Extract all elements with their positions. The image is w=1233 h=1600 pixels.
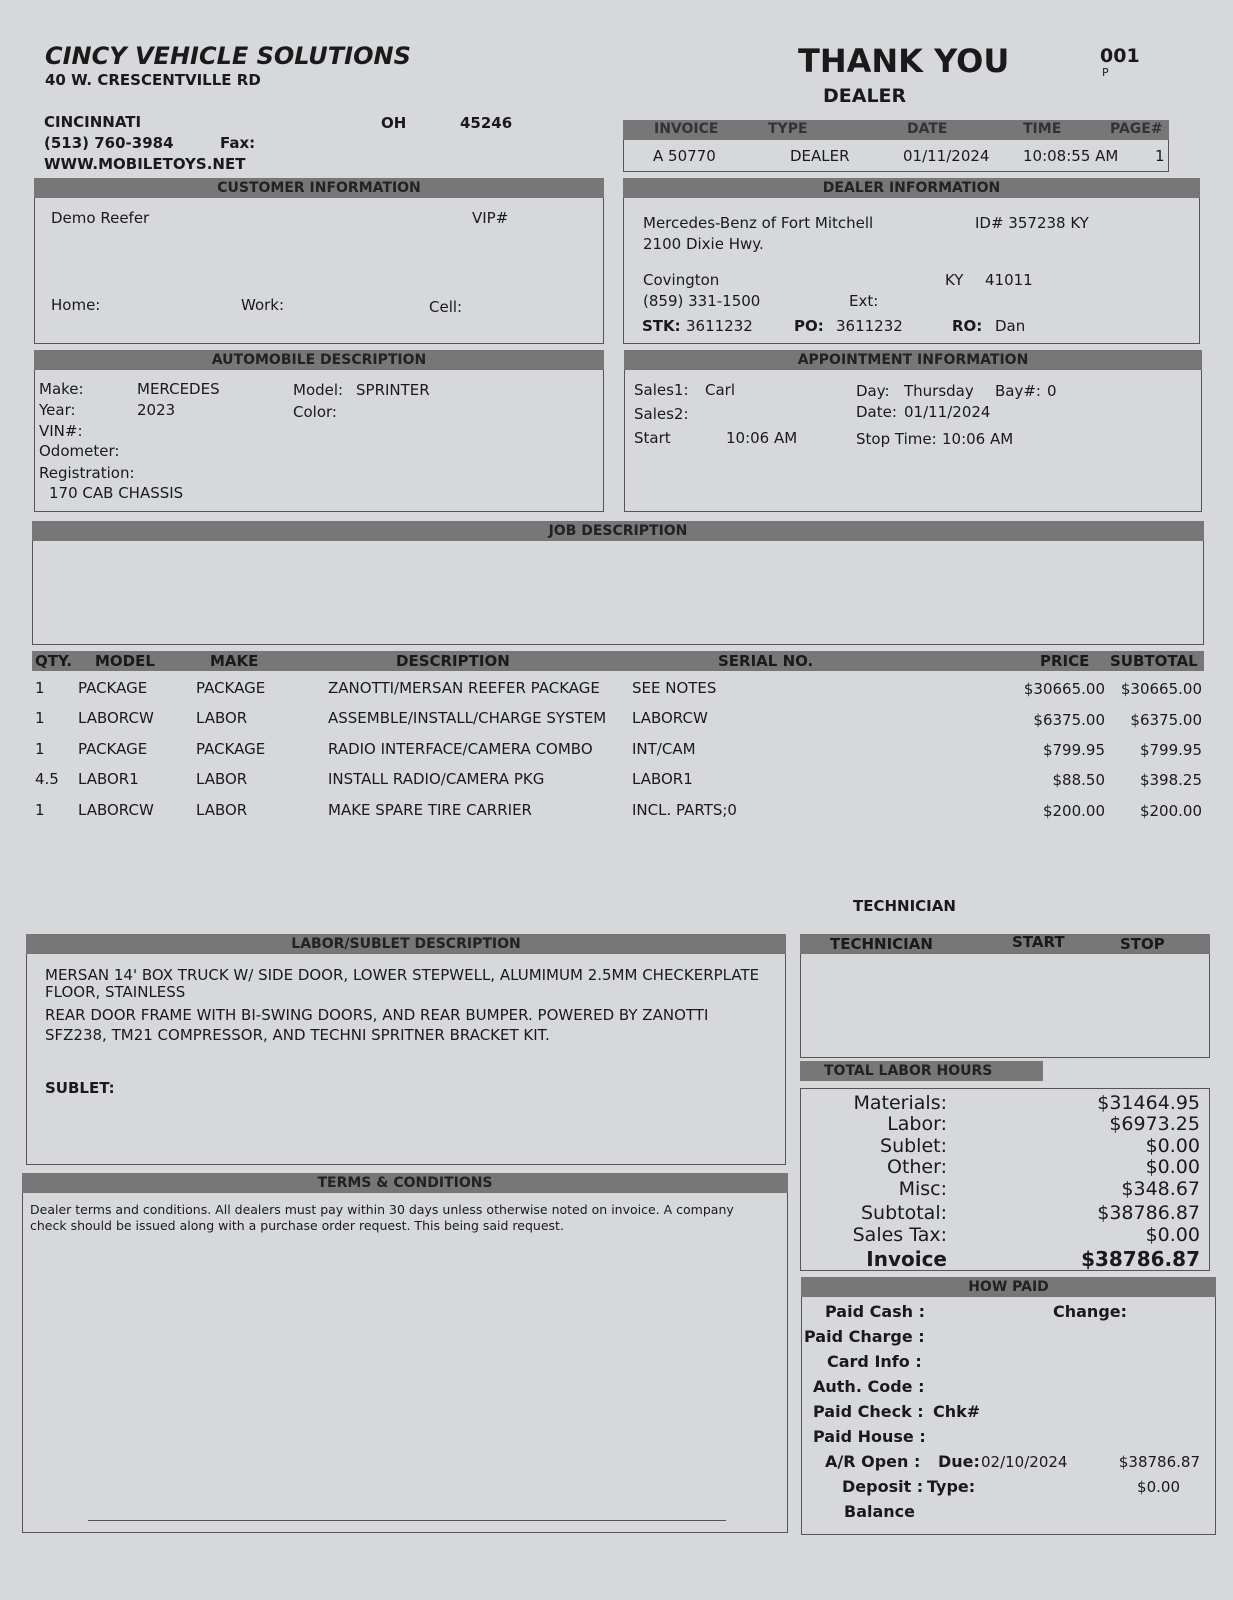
total-misc-label: Misc: (898, 1178, 947, 1200)
items-header-model: MODEL (95, 652, 155, 670)
appt-date: 01/11/2024 (904, 403, 991, 421)
items-header-price: PRICE (1040, 652, 1090, 670)
dealer-ro-label: RO: (952, 317, 983, 335)
header-invoice: INVOICE (654, 121, 719, 137)
appointment-title: APPOINTMENT INFORMATION (624, 350, 1202, 370)
appt-day: Thursday (904, 382, 974, 400)
labor-line-4: SFZ238, TM21 COMPRESSOR, AND TECHNI SPRITNER BRACKET KIT. (45, 1026, 550, 1044)
technician-header-name: TECHNICIAN (830, 935, 933, 953)
item-subtotal: $6375.00 (1130, 711, 1202, 729)
item-qty: 1 (35, 740, 45, 758)
item-price: $799.95 (1042, 741, 1105, 759)
appt-day-label: Day: (856, 382, 890, 400)
paid-cash-label: Paid Cash : (825, 1302, 926, 1321)
company-website: WWW.MOBILETOYS.NET (44, 155, 246, 173)
company-address: 40 W. CRESCENTVILLE RD (45, 71, 261, 89)
dealer-state: KY (945, 271, 964, 289)
dealer-po-label: PO: (794, 317, 824, 335)
total-labor-value: $6973.25 (1109, 1113, 1200, 1135)
due-date: 02/10/2024 (981, 1453, 1068, 1471)
dealer-zip: 41011 (985, 271, 1033, 289)
auto-model-label: Model: (293, 381, 344, 399)
item-description: ASSEMBLE/INSTALL/CHARGE SYSTEM (328, 709, 607, 727)
dealer-stk-label: STK: (642, 317, 681, 335)
dealer-address: 2100 Dixie Hwy. (643, 235, 764, 253)
item-description: MAKE SPARE TIRE CARRIER (328, 801, 532, 819)
item-qty: 1 (35, 801, 45, 819)
paid-house-label: Paid House : (813, 1427, 926, 1446)
total-subtotal-value: $38786.87 (1097, 1202, 1200, 1224)
appt-stop-label: Stop Time: (856, 430, 937, 448)
items-header-serial: SERIAL NO. (718, 652, 814, 670)
technician-header-start: START (1012, 933, 1065, 951)
appt-bay-label: Bay#: (995, 382, 1041, 400)
item-subtotal: $799.95 (1139, 741, 1202, 759)
items-header-description: DESCRIPTION (396, 652, 510, 670)
auto-year-label: Year: (39, 401, 76, 419)
ar-open-label: A/R Open : (825, 1452, 921, 1471)
item-description: INSTALL RADIO/CAMERA PKG (328, 770, 545, 788)
items-header-bar (32, 651, 1204, 671)
total-misc-value: $348.67 (1121, 1178, 1200, 1200)
dealer-phone: (859) 331-1500 (643, 292, 761, 310)
terms-title: TERMS & CONDITIONS (22, 1173, 788, 1193)
how-paid-title: HOW PAID (801, 1277, 1216, 1297)
sublet-label: SUBLET: (45, 1079, 115, 1097)
change-label: Change: (1053, 1302, 1128, 1321)
signature-line (88, 1520, 726, 1521)
item-subtotal: $30665.00 (1120, 680, 1202, 698)
company-fax-label: Fax: (220, 134, 256, 152)
ar-open-amount: $38786.87 (1118, 1453, 1200, 1471)
company-name: CINCY VEHICLE SOLUTIONS (45, 42, 411, 70)
customer-cell-label: Cell: (429, 298, 463, 316)
item-model: PACKAGE (78, 679, 148, 697)
item-make: PACKAGE (196, 679, 266, 697)
paid-check-label: Paid Check : (813, 1402, 924, 1421)
item-make: LABOR (196, 770, 248, 788)
item-model: PACKAGE (78, 740, 148, 758)
appt-sales1: Carl (705, 381, 735, 399)
item-price: $6375.00 (1033, 711, 1105, 729)
company-city: CINCINNATI (44, 113, 142, 131)
item-serial: LABORCW (632, 709, 708, 727)
invoice-page: 1 (1155, 147, 1165, 165)
item-make: LABOR (196, 709, 248, 727)
appt-start: 10:06 AM (726, 429, 798, 447)
dealer-city: Covington (643, 271, 720, 289)
auto-vin-label: VIN#: (39, 422, 83, 440)
auth-code-label: Auth. Code : (813, 1377, 925, 1396)
auto-model: SPRINTER (356, 381, 430, 399)
invoice-type: DEALER (790, 147, 850, 165)
dealer-title: DEALER INFORMATION (623, 178, 1200, 198)
customer-vip-label: VIP# (472, 209, 509, 227)
auto-color-label: Color: (293, 403, 337, 421)
labor-line-3: REAR DOOR FRAME WITH BI-SWING DOORS, AND REAR BUMPER. POWERED BY ZANOTTI (45, 1006, 709, 1024)
invoice-date: 01/11/2024 (903, 147, 990, 165)
company-phone: (513) 760-3984 (44, 134, 174, 152)
item-make: PACKAGE (196, 740, 266, 758)
total-other-label: Other: (886, 1156, 947, 1178)
total-sublet-label: Sublet: (880, 1135, 947, 1157)
header-date: DATE (907, 121, 948, 137)
invoice-time: 10:08:55 AM (1023, 147, 1119, 165)
items-header-subtotal: SUBTOTAL (1110, 652, 1198, 670)
dealer-id: ID# 357238 KY (975, 214, 1089, 232)
item-serial: INT/CAM (632, 740, 696, 758)
auto-registration: 170 CAB CHASSIS (49, 484, 184, 502)
terms-line-1: Dealer terms and conditions. All dealers must pay within 30 days unless otherwise noted on invoice. A company (30, 1202, 734, 1217)
total-invoice-value: $38786.87 (1081, 1247, 1200, 1271)
labor-title: LABOR/SUBLET DESCRIPTION (26, 934, 786, 954)
balance-label: Balance (844, 1502, 915, 1521)
item-make: LABOR (196, 801, 248, 819)
dealer-heading: DEALER (823, 85, 907, 107)
total-materials-value: $31464.95 (1097, 1092, 1200, 1114)
item-qty: 1 (35, 709, 45, 727)
header-page: PAGE# (1110, 121, 1163, 137)
item-description: RADIO INTERFACE/CAMERA COMBO (328, 740, 593, 758)
appt-sales2-label: Sales2: (634, 405, 689, 423)
deposit-label: Deposit : (842, 1477, 924, 1496)
due-label: Due: (938, 1452, 980, 1471)
total-labor-label: Labor: (887, 1113, 947, 1135)
technician-caption: TECHNICIAN (853, 897, 956, 915)
item-price: $200.00 (1042, 802, 1105, 820)
dealer-po: 3611232 (836, 317, 903, 335)
paid-charge-label: Paid Charge : (804, 1327, 925, 1346)
auto-odometer-label: Odometer: (39, 442, 120, 460)
invoice-number: A 50770 (653, 147, 716, 165)
appt-date-label: Date: (856, 403, 897, 421)
items-header-make: MAKE (210, 652, 259, 670)
total-other-value: $0.00 (1145, 1156, 1200, 1178)
header-time: TIME (1023, 121, 1062, 137)
customer-title: CUSTOMER INFORMATION (34, 178, 604, 198)
item-serial: SEE NOTES (632, 679, 717, 697)
chk-label: Chk# (933, 1402, 981, 1421)
total-labor-hours-label: TOTAL LABOR HOURS (800, 1061, 1043, 1081)
item-price: $88.50 (1052, 771, 1105, 789)
auto-make: MERCEDES (137, 380, 220, 398)
card-info-label: Card Info : (827, 1352, 922, 1371)
item-serial: LABOR1 (632, 770, 693, 788)
dealer-name: Mercedes-Benz of Fort Mitchell (643, 214, 874, 232)
item-serial: INCL. PARTS;0 (632, 801, 737, 819)
total-sublet-value: $0.00 (1145, 1135, 1200, 1157)
company-state: OH (381, 114, 407, 132)
auto-registration-label: Registration: (39, 464, 135, 482)
dealer-ro: Dan (995, 317, 1026, 335)
total-materials-label: Materials: (853, 1092, 947, 1114)
auto-title: AUTOMOBILE DESCRIPTION (34, 350, 604, 370)
customer-name: Demo Reefer (51, 209, 150, 227)
labor-line-1: MERSAN 14' BOX TRUCK W/ SIDE DOOR, LOWER STEPWELL, ALUMIMUM 2.5MM CHECKERPLATE (45, 966, 760, 984)
appt-bay: 0 (1047, 382, 1057, 400)
technician-header-stop: STOP (1120, 935, 1165, 953)
job-title: JOB DESCRIPTION (32, 521, 1204, 541)
invoice-code: 001 (1100, 45, 1140, 67)
items-header-qty: QTY. (35, 652, 73, 670)
total-sales-tax-value: $0.00 (1145, 1224, 1200, 1246)
customer-home-label: Home: (51, 296, 101, 314)
terms-line-2: check should be issued along with a purchase order request. This being said request. (30, 1218, 564, 1233)
dealer-stk: 3611232 (686, 317, 753, 335)
header-type: TYPE (768, 121, 808, 137)
company-zip: 45246 (460, 114, 513, 132)
total-invoice-label: Invoice (866, 1247, 947, 1271)
labor-line-2: FLOOR, STAINLESS (45, 983, 186, 1001)
appt-sales1-label: Sales1: (634, 381, 689, 399)
auto-year: 2023 (137, 401, 176, 419)
customer-box (34, 178, 604, 344)
total-sales-tax-label: Sales Tax: (852, 1224, 947, 1246)
item-model: LABORCW (78, 709, 154, 727)
item-model: LABORCW (78, 801, 154, 819)
customer-work-label: Work: (241, 296, 285, 314)
item-description: ZANOTTI/MERSAN REEFER PACKAGE (328, 679, 600, 697)
item-price: $30665.00 (1023, 680, 1105, 698)
thank-you-title: THANK YOU (798, 42, 1010, 80)
item-qty: 4.5 (35, 770, 59, 788)
item-subtotal: $200.00 (1139, 802, 1202, 820)
item-subtotal: $398.25 (1139, 771, 1202, 789)
invoice-code-sub: P (1102, 66, 1109, 79)
item-model: LABOR1 (78, 770, 139, 788)
item-qty: 1 (35, 679, 45, 697)
deposit-amount: $0.00 (1137, 1478, 1180, 1496)
appt-start-label: Start (634, 429, 671, 447)
total-subtotal-label: Subtotal: (860, 1202, 947, 1224)
deposit-type-label: Type: (927, 1477, 976, 1496)
appt-stop: 10:06 AM (942, 430, 1014, 448)
auto-make-label: Make: (39, 380, 84, 398)
dealer-ext-label: Ext: (849, 292, 879, 310)
